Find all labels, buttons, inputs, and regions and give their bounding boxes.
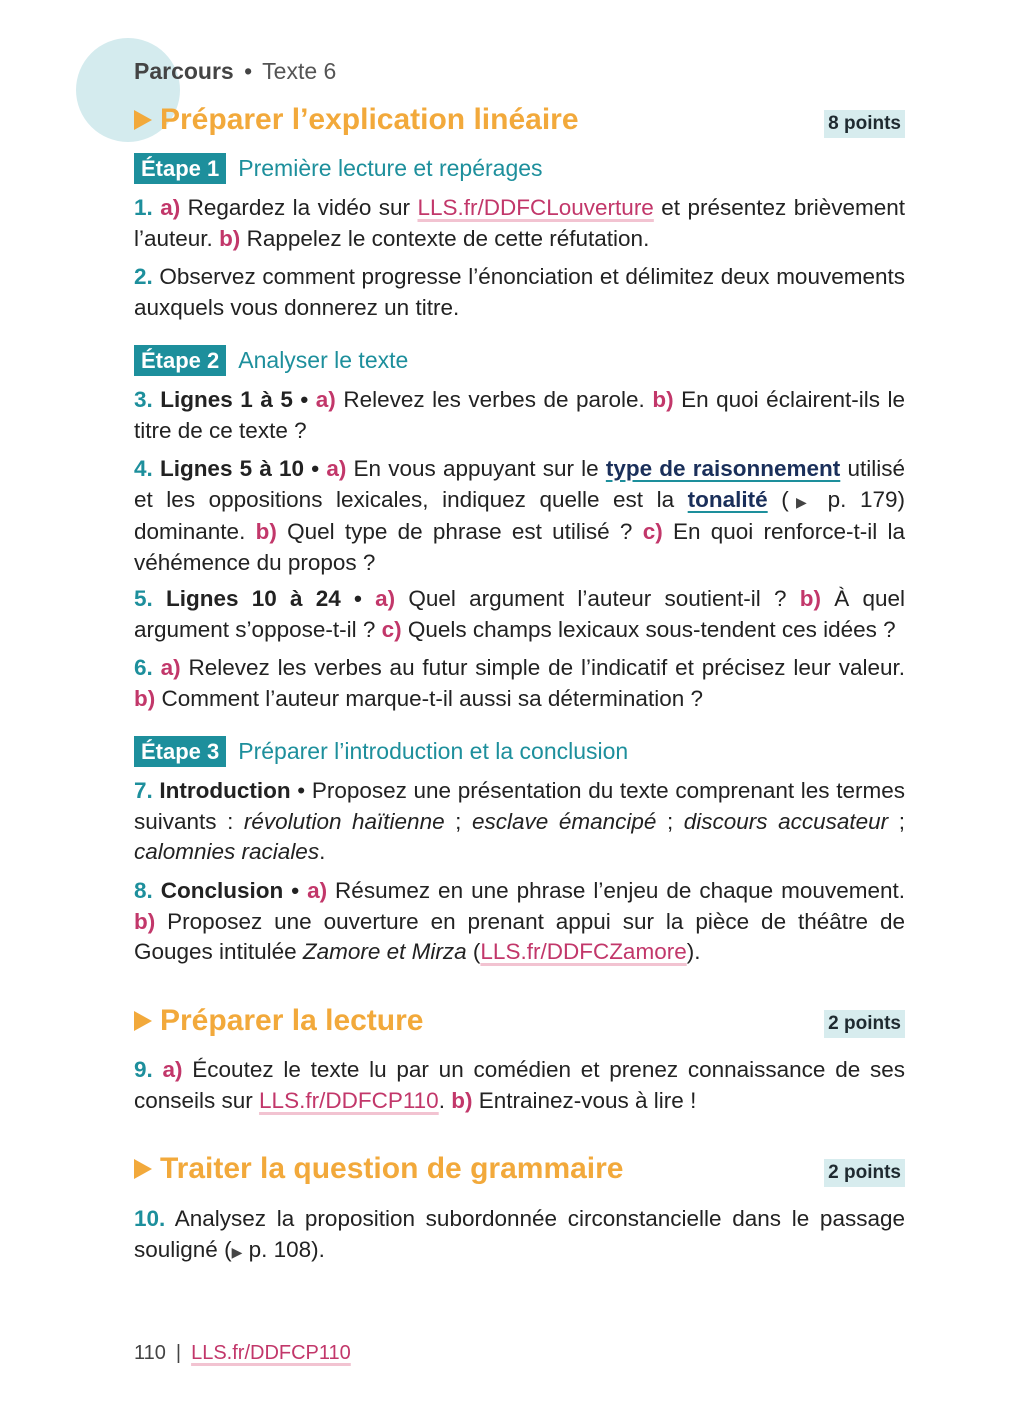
question-number: 1.	[134, 195, 153, 220]
link-ddfczamore[interactable]: LLS.fr/DDFCZamore	[480, 939, 687, 964]
footer-link[interactable]: LLS.fr/DDFCP110	[191, 1342, 351, 1364]
page-footer	[134, 1342, 351, 1365]
etape-3-heading	[134, 736, 628, 767]
section-heading-lecture	[134, 1004, 423, 1038]
question-1	[134, 193, 905, 254]
marker-c: c)	[381, 616, 402, 642]
question-5	[134, 584, 905, 645]
question-text: ).	[686, 939, 701, 964]
question-number: 8.	[134, 878, 153, 903]
question-number: 4.	[134, 456, 153, 481]
question-text: p. 179) dominante.	[134, 486, 905, 544]
question-4	[134, 454, 905, 578]
question-text: p. 108).	[242, 1236, 325, 1262]
question-10	[134, 1204, 905, 1267]
question-text: Relevez les verbes de parole.	[335, 387, 653, 412]
page-header	[134, 58, 336, 85]
question-3	[134, 385, 905, 446]
question-text: (	[466, 939, 481, 964]
term-separator: ;	[444, 808, 472, 834]
question-text: • Proposez une présentation du texte comprenant les termes suivants :	[134, 778, 905, 834]
question-text: et présentez brièvement l’auteur.	[134, 195, 905, 251]
section-heading-grammaire	[134, 1152, 624, 1186]
marker-a: a)	[319, 456, 347, 481]
triangle-bullet-icon	[134, 110, 152, 130]
question-text: Écoutez le texte lu par un comédien et prenez connaissance de ses conseils sur	[134, 1057, 905, 1113]
etape-title: Préparer l’introduction et la conclusion	[238, 738, 629, 764]
question-text: Résumez en une phrase l’enjeu de chaque mouvement.	[327, 878, 905, 903]
question-text: En quoi éclairent-ils le titre de ce texte ?	[134, 387, 905, 443]
points-badge: 2 points	[824, 1010, 905, 1038]
question-text: À quel argument s’oppose-t-il ?	[134, 586, 905, 642]
page-number: 110	[134, 1342, 166, 1364]
question-text: Comment l’auteur marque-t-il aussi sa détermination ?	[155, 685, 703, 711]
marker-a: a)	[152, 655, 181, 680]
page-pointer-icon: ▶	[788, 493, 815, 510]
term-separator: ;	[656, 808, 684, 834]
question-text: Rappelez le contexte de cette réfutation.	[240, 225, 650, 251]
question-number: 2.	[134, 264, 153, 289]
question-6	[134, 653, 905, 714]
marker-b: b)	[134, 685, 156, 711]
etape-1-heading	[134, 153, 543, 184]
play-title: Zamore et Mirza	[302, 939, 467, 964]
question-number: 3.	[134, 387, 153, 412]
question-text: Entrainez-vous à lire !	[472, 1087, 697, 1113]
page-pointer-icon: ▶	[231, 1243, 243, 1260]
etape-badge: Étape 3	[134, 736, 226, 767]
header-texte: Texte 6	[262, 58, 337, 84]
question-text: Observez comment progresse l’énonciation et délimitez deux mouvements auxquels vous donnerez un titre.	[134, 264, 905, 320]
section-title: Préparer la lecture	[160, 1004, 424, 1037]
line-range: Lignes 5 à 10 •	[152, 456, 320, 481]
question-text: (	[767, 486, 789, 512]
etape-badge: Étape 2	[134, 345, 226, 376]
marker-b: b)	[652, 387, 674, 412]
link-ddfcp110[interactable]: LLS.fr/DDFCP110	[259, 1087, 439, 1113]
marker-a: a)	[152, 1057, 183, 1082]
question-text: Quel type de phrase est utilisé ?	[276, 519, 643, 544]
marker-c: c)	[642, 519, 663, 544]
glossary-term-raisonnement[interactable]: type de raisonnement	[605, 456, 841, 481]
triangle-bullet-icon	[134, 1011, 152, 1031]
line-range: Lignes 10 à 24 •	[152, 586, 362, 611]
header-separator: •	[244, 58, 253, 84]
marker-b: b)	[134, 908, 156, 934]
marker-a: a)	[160, 195, 181, 220]
question-text: Proposez une ouverture en prenant appui sur la pièce de théâtre de Gouges intitulée	[134, 908, 905, 964]
marker-b: b)	[451, 1087, 473, 1113]
question-label: Introduction	[152, 778, 291, 803]
term-italic: calomnies raciales	[134, 839, 320, 864]
etape-badge: Étape 1	[134, 153, 226, 184]
points-badge: 2 points	[824, 1159, 905, 1187]
link-ddfclouverture[interactable]: LLS.fr/DDFCLouverture	[417, 195, 654, 220]
section-title: Préparer l’explication linéaire	[160, 103, 579, 136]
marker-a: a)	[299, 878, 328, 903]
term-italic: révolution haïtienne	[243, 808, 445, 834]
triangle-bullet-icon	[134, 1159, 152, 1179]
marker-a: a)	[308, 387, 336, 412]
question-text: Analysez la proposition subordonnée circonstancielle dans le passage souligné (	[134, 1206, 905, 1262]
question-text: En vous appuyant sur le	[346, 456, 606, 481]
footer-separator: |	[175, 1342, 182, 1364]
question-text: Quels champs lexicaux sous-tendent ces idées ?	[401, 616, 896, 642]
points-badge: 8 points	[824, 110, 905, 138]
etape-2-heading	[134, 345, 408, 376]
glossary-term-tonalite[interactable]: tonalité	[687, 486, 768, 512]
question-number: 6.	[134, 655, 153, 680]
question-number: 7.	[134, 778, 153, 803]
marker-b: b)	[219, 225, 241, 251]
section-heading-explication	[134, 103, 579, 137]
marker-b: b)	[799, 586, 821, 611]
question-2	[134, 262, 905, 323]
header-parcours: Parcours	[134, 58, 234, 84]
question-text: Regardez la vidéo sur	[180, 195, 418, 220]
question-7	[134, 776, 905, 868]
term-italic: discours accusateur	[683, 808, 889, 834]
marker-a: a)	[361, 586, 396, 611]
question-label: Conclusion •	[152, 878, 300, 903]
question-9	[134, 1055, 905, 1116]
question-8	[134, 876, 905, 968]
etape-title: Première lecture et repérages	[238, 155, 543, 181]
question-text: .	[438, 1087, 452, 1113]
term-separator: ;	[888, 808, 905, 834]
question-text: Quel argument l’auteur soutient-il ?	[395, 586, 800, 611]
marker-b: b)	[255, 519, 277, 544]
line-range: Lignes 1 à 5 •	[152, 387, 309, 412]
section-title: Traiter la question de grammaire	[160, 1152, 624, 1185]
question-text: En quoi renforce-t-il la véhémence du propos ?	[134, 519, 906, 575]
etape-title: Analyser le texte	[238, 347, 409, 373]
question-text: utilisé et les oppositions lexicales, indiquez quelle est la	[134, 456, 906, 512]
question-number: 10.	[134, 1206, 166, 1231]
term-italic: esclave émancipé	[471, 808, 657, 834]
question-text: Relevez les verbes au futur simple de l’indicatif et précisez leur valeur.	[180, 655, 905, 680]
question-number: 9.	[134, 1057, 153, 1082]
question-text: .	[319, 839, 326, 864]
question-number: 5.	[134, 586, 153, 611]
